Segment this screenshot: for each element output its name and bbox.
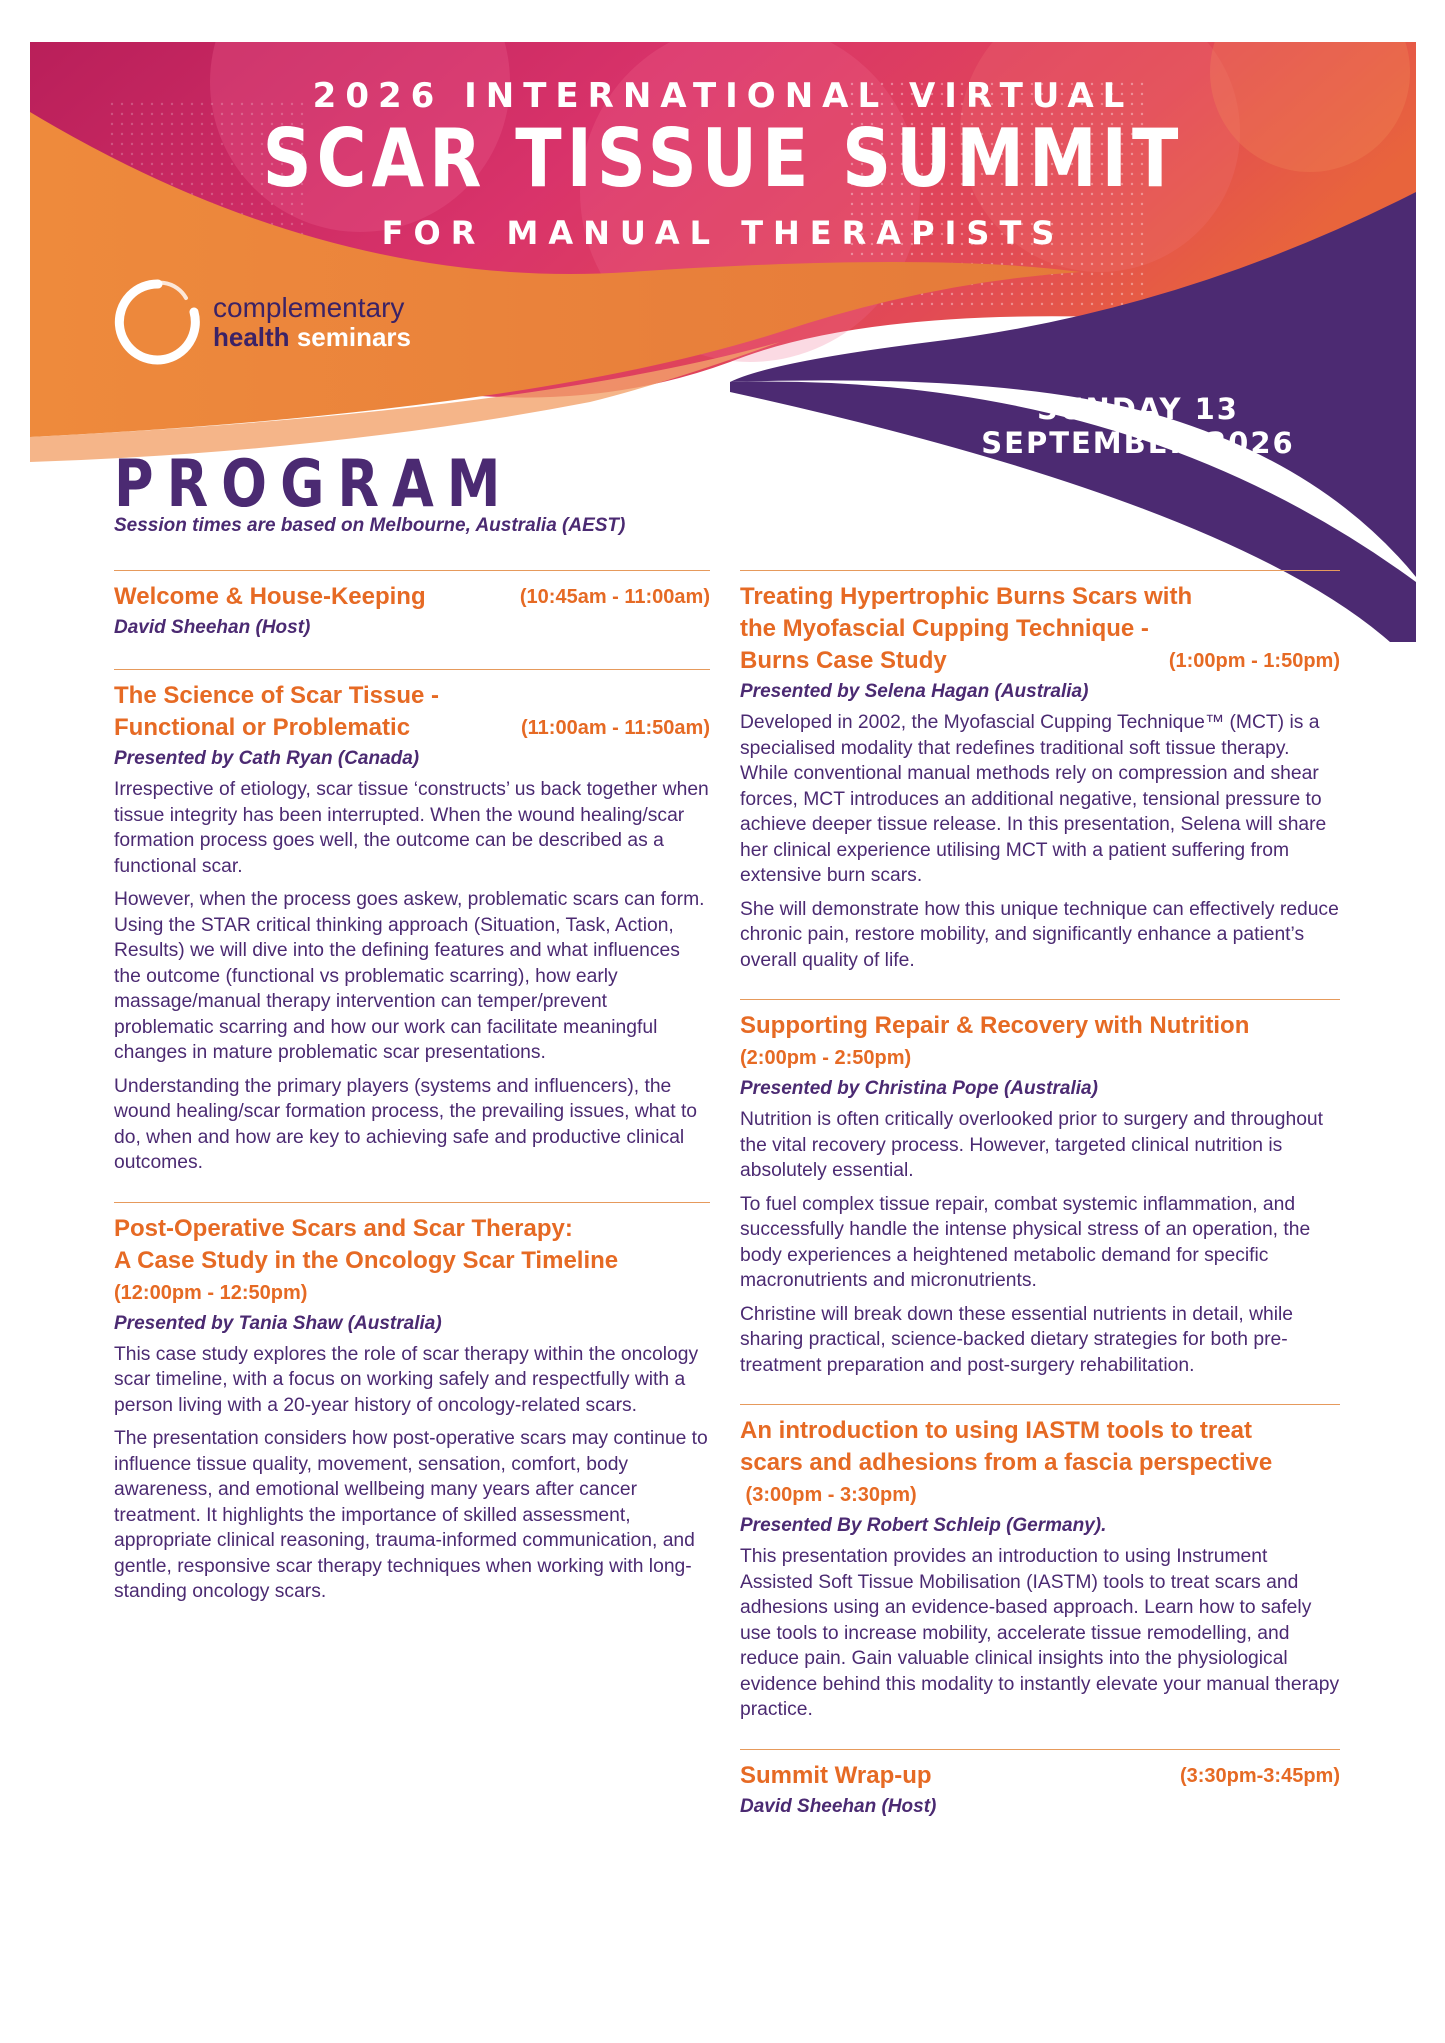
description-paragraph: Irrespective of etiology, scar tissue ‘constructs’ us back together when tissue integrity has been interrupted. When the wound healing/scar formation process goes well, the outcome can be described as a functional scar. (114, 779, 709, 877)
session-title-line-2: A Case Study in the Oncology Scar Timeline (114, 1246, 619, 1274)
logo-word-health: health (213, 322, 290, 352)
session-title-line-2: Functional or Problematic (114, 714, 411, 741)
session-title (114, 1213, 710, 1277)
session-iastm-tools (740, 1404, 1340, 1723)
session-post-operative-scars (114, 1202, 710, 1605)
session-time: (10:45am - 11:00am) (519, 586, 710, 608)
session-description (114, 777, 710, 1176)
session-title-line-2: scars and adhesions from a fascia perspective (740, 1449, 1273, 1476)
session-time: (11:00am - 11:50am) (520, 717, 710, 739)
session-presenter: Presented by Selena Hagan (Australia) (740, 681, 1089, 702)
session-title-line-1: Treating Hypertrophic Burns Scars with (740, 583, 1193, 610)
session-time: (3:30pm-3:45pm) (1179, 1764, 1340, 1787)
session-presenter: Presented by Tania Shaw (Australia) (114, 1312, 442, 1334)
banner-line-1: 2026 INTERNATIONAL VIRTUAL (312, 76, 1134, 116)
session-time: (2:00pm - 2:50pm) (740, 1047, 912, 1069)
session-description (740, 710, 1340, 973)
banner-line-3: FOR MANUAL THERAPISTS (381, 214, 1065, 252)
session-nutrition (740, 999, 1340, 1378)
session-title (740, 1415, 1340, 1479)
session-title-line-3: Burns Case Study (740, 647, 947, 674)
program-title: PROGRAM (114, 446, 514, 522)
session-summit-wrap-up (740, 1749, 1340, 1822)
brand-logo (108, 274, 488, 369)
description-paragraph: She will demonstrate how this unique technique can effectively reduce chronic pain, restore mobility, and significantly enhance a patient’s overall quality of life. (740, 898, 1339, 971)
description-paragraph: Developed in 2002, the Myofascial Cupping Technique™ (MCT) is a specialised modality that redefines traditional soft tissue therapy. While conventional manual methods rely on compression and shear forces, MCT introduces an additional negative, tensional pressure to achieve deeper tissue release. In this presentation, Selena will share her clinical experience utilising MCT with a patient suffering from extensive burn scars. (740, 712, 1327, 886)
session-title (740, 581, 1340, 677)
description-paragraph: To fuel complex tissue repair, combat systemic inflammation, and successfully handle the intense physical stress of an operation, the body experiences a heightened metabolic demand for specific macronutrients and micronutrients. (740, 1193, 1311, 1291)
session-title-text: Summit Wrap-up (740, 1761, 932, 1789)
session-description (740, 1107, 1340, 1378)
session-title-line-1: An introduction to using IASTM tools to treat (740, 1417, 1252, 1444)
description-paragraph: Understanding the primary players (systems and influencers), the wound healing/scar formation process, the prevailing issues, what to do, when and how are key to achieving safe and productive clinical outcomes. (114, 1075, 698, 1173)
session-science-of-scar-tissue (114, 669, 710, 1176)
header-banner (30, 42, 1416, 642)
program-subtitle: Session times are based on Melbourne, Australia (AEST) (114, 515, 626, 536)
date-line-1: SUNDAY 13 (1037, 392, 1239, 426)
session-time: (3:00pm - 3:30pm) (740, 1484, 917, 1506)
description-paragraph: However, when the process goes askew, problematic scars can form. Using the STAR critical thinking approach (Situation, Task, Action, Results) we will dive into the defining features and what influences the outcome (functional vs problematic scarring), how early massage/manual therapy intervention can temper/prevent problematic scarring and how our work can facilitate meaningful changes in mature problematic scar presentations. (114, 889, 705, 1063)
session-time: (12:00pm - 12:50pm) (114, 1281, 308, 1304)
description-paragraph: Christine will break down these essential nutrients in detail, while sharing practical, science-backed dietary strategies for both pre-treatment preparation and post-surgery rehabilitation. (740, 1303, 1294, 1376)
description-paragraph: This presentation provides an introduction to using Instrument Assisted Soft Tissue Mobilisation (IASTM) tools to treat scars and adhesions using an evidence-based approach. Learn how to safely use tools to increase mobility, accelerate tissue remodelling, and reduce pain. Gain valuable clinical insights into the physiological evidence behind this modality to instantly elevate your manual therapy practice. (740, 1546, 1340, 1720)
session-description (740, 1544, 1340, 1723)
session-title-line-1: Post-Operative Scars and Scar Therapy: (114, 1214, 573, 1242)
session-welcome (114, 570, 710, 643)
session-title (114, 680, 710, 744)
banner-title: SCAR TISSUE SUMMIT (262, 112, 1184, 207)
session-presenter: David Sheehan (Host) (114, 617, 311, 638)
right-column (740, 570, 1340, 1848)
session-title (740, 1760, 1340, 1792)
logo-text-line-2 (213, 322, 411, 353)
session-presenter: David Sheehan (Host) (740, 1795, 937, 1817)
date-line-2: SEPTEMBER 2026 (981, 426, 1295, 460)
description-paragraph: This case study explores the role of scar therapy within the oncology scar timeline, with a focus on working safely and respectfully with a person living with a 20-year history of oncology-related scars. (114, 1343, 699, 1416)
session-title-line-1: The Science of Scar Tissue - (114, 682, 440, 709)
session-hypertrophic-burns-scars (740, 570, 1340, 973)
session-presenter: Presented by Christina Pope (Australia) (740, 1078, 1098, 1099)
session-title: Supporting Repair & Recovery with Nutrition (740, 1012, 1250, 1039)
description-paragraph: Nutrition is often critically overlooked prior to surgery and throughout the vital recovery process. However, targeted clinical nutrition is absolutely essential. (740, 1109, 1324, 1181)
event-date (948, 392, 1328, 460)
session-title-line-2: the Myofascial Cupping Technique - (740, 615, 1149, 642)
description-paragraph: The presentation considers how post-operative scars may continue to influence tissue quality, movement, sensation, comfort, body awareness, and emotional wellbeing many years after cancer treatment. It highlights the importance of skilled assessment, appropriate clinical reasoning, trauma-informed communication, and gentle, responsive scar therapy techniques when working with long-standing oncology scars. (114, 1428, 708, 1602)
session-presenter: Presented by Cath Ryan (Canada) (114, 748, 420, 769)
left-column (114, 570, 710, 1631)
session-title-text: Welcome & House-Keeping (114, 583, 426, 610)
session-title (114, 581, 710, 613)
logo-text-line-1: complementary (213, 292, 405, 323)
session-time: (1:00pm - 1:50pm) (1168, 650, 1340, 672)
logo-word-seminars: seminars (296, 322, 411, 352)
session-description (114, 1342, 710, 1605)
enso-circle-icon (108, 274, 208, 369)
session-presenter: Presented By Robert Schleip (Germany). (740, 1515, 1107, 1536)
